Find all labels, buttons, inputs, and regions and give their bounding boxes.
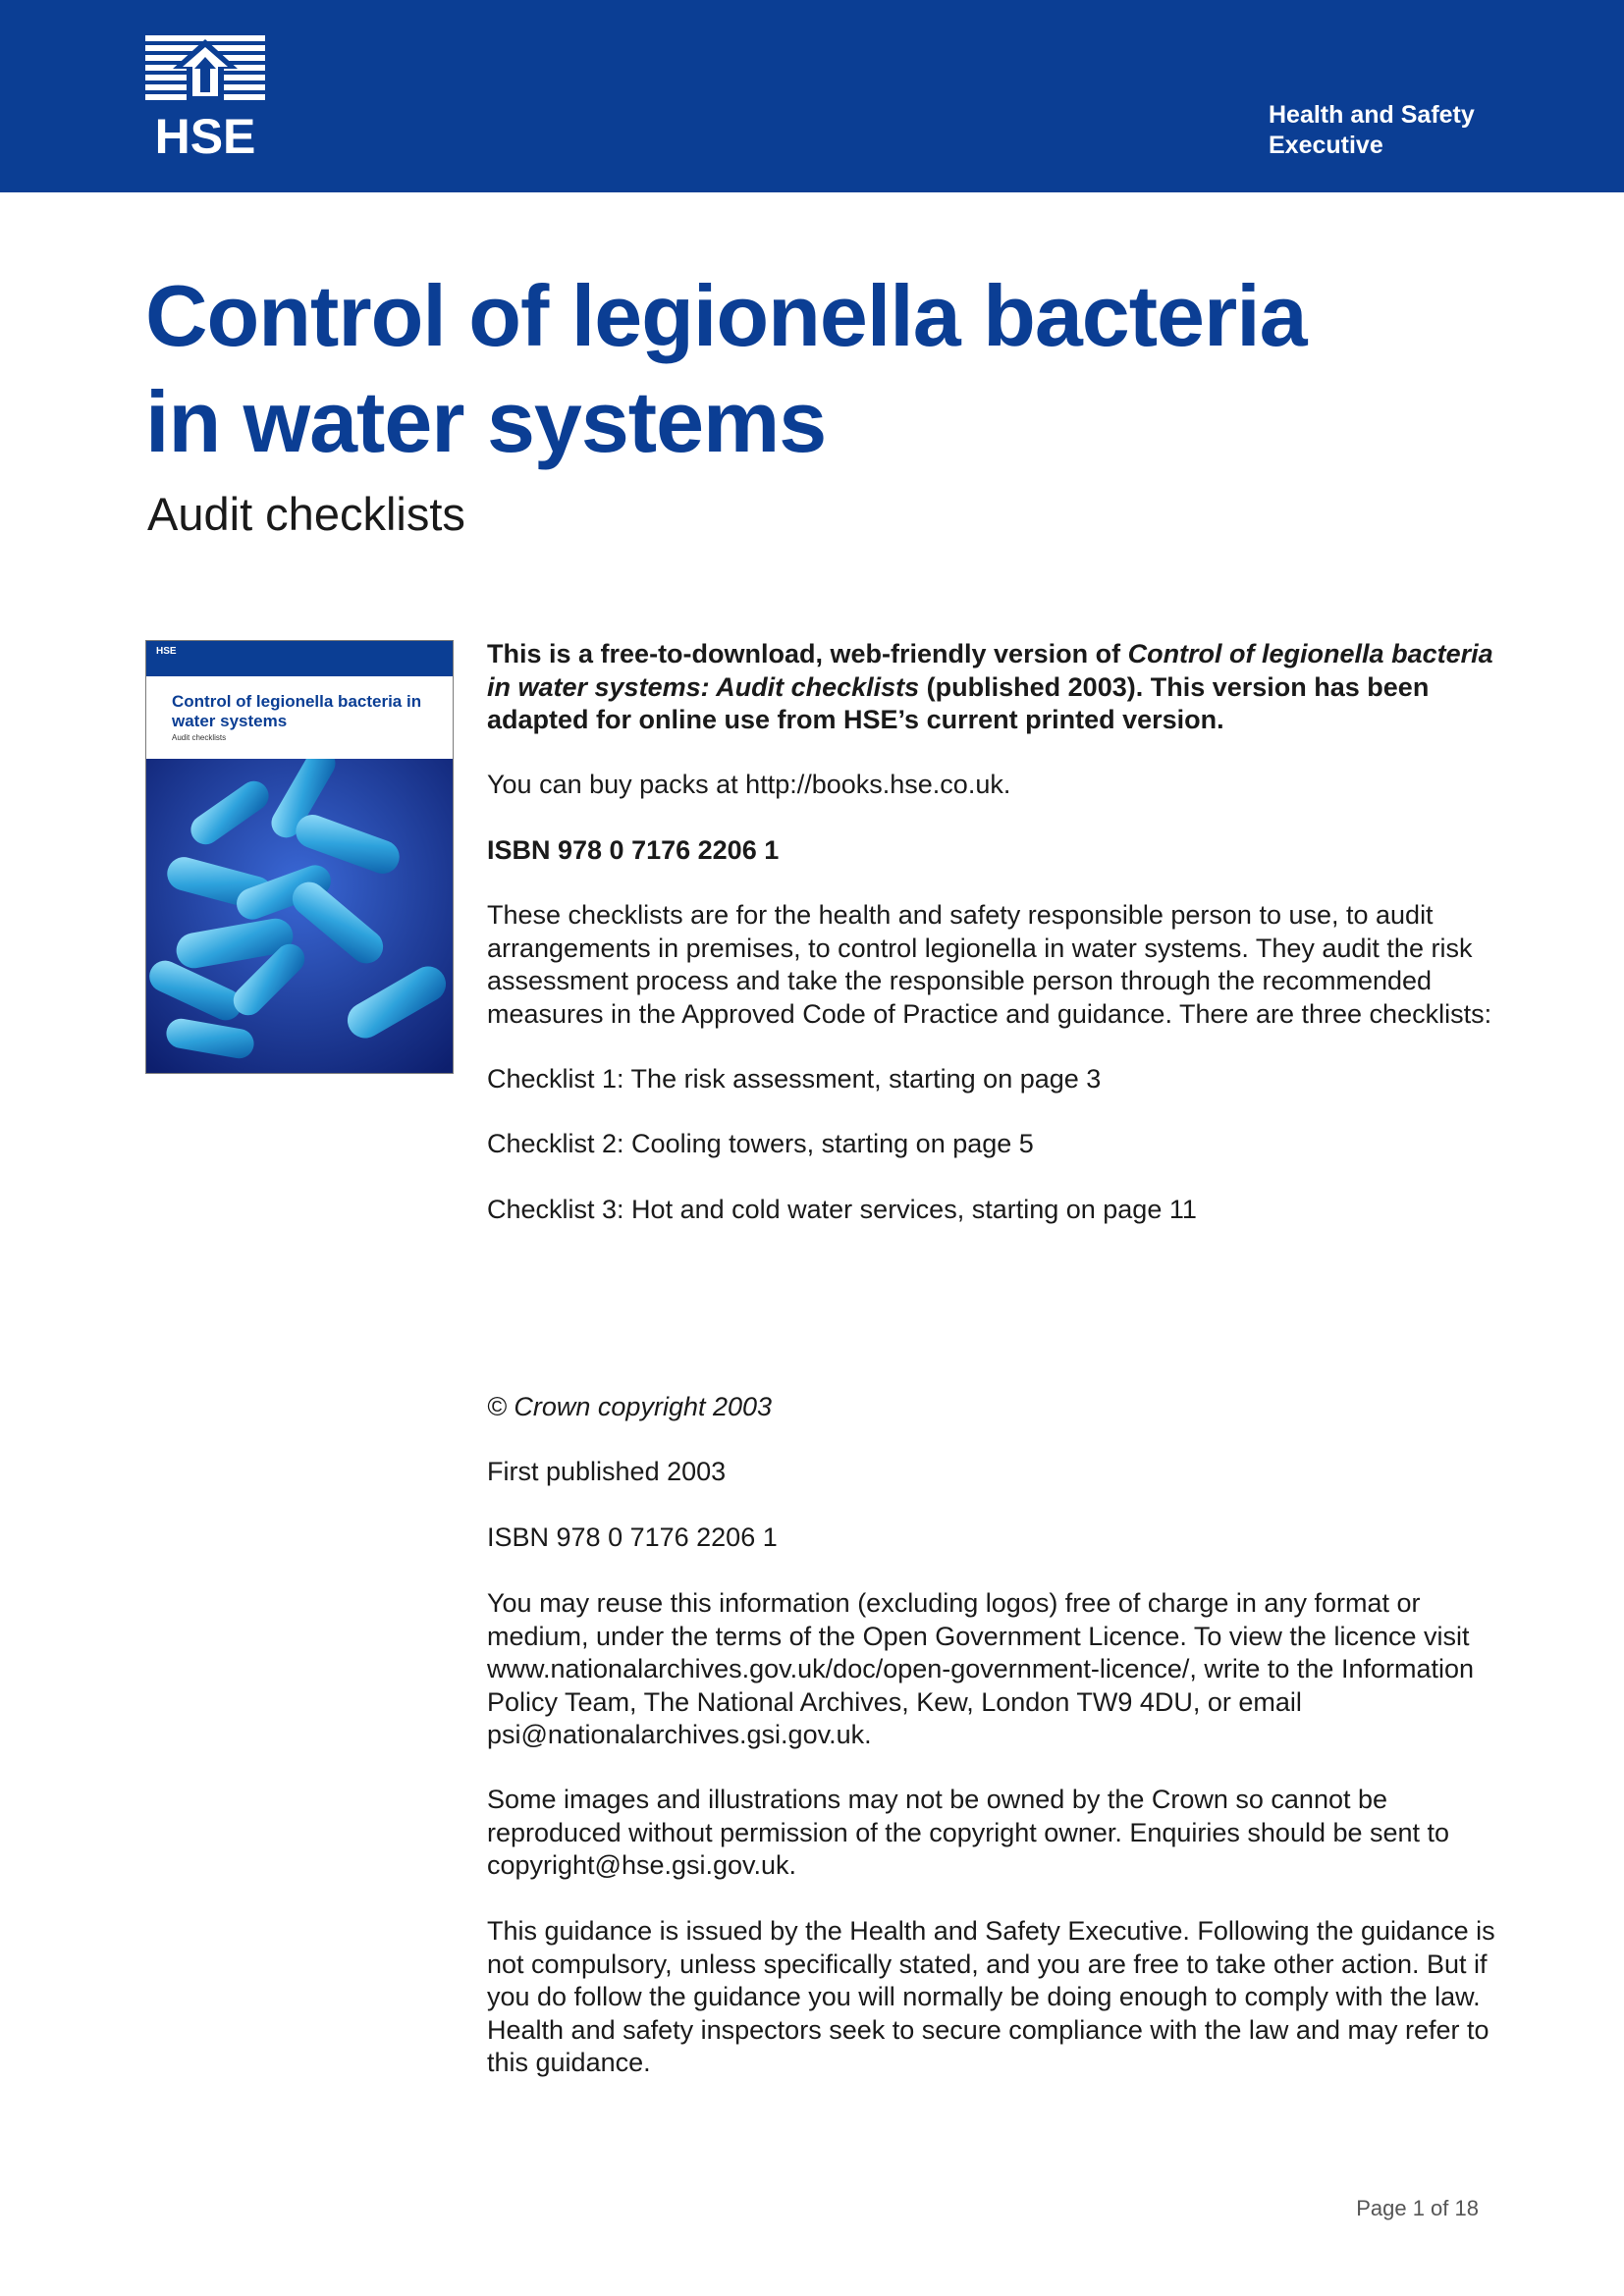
title-line2: in water systems	[145, 373, 827, 470]
guidance-paragraph: This guidance is issued by the Health and Safety Executive. Following the guidance is not compulsory, unless specifically stated, and you are free to take other action. But if you do follow the guidance you will normally be doing enough to comply with the law. Health and safety inspectors seek to secure compliance with the law and may refer to this guidance.	[487, 1916, 1495, 2077]
organisation-name	[1269, 100, 1524, 161]
intro-title-italic: Control of legionella bacteria in water systems: Audit checklists	[487, 639, 1493, 702]
title-line1: Control of legionella bacteria	[145, 267, 1307, 364]
isbn-plain: ISBN 978 0 7176 2206 1	[487, 1522, 778, 1552]
hse-logo-text: HSE	[154, 109, 256, 159]
description-paragraph: These checklists are for the health and safety responsible person to use, to audit arrangements in premises, to control legionella in water systems. They audit the risk assessment process and take the responsible person through the recommended measures in the Approved Code of Practice and guidance. There are three checklists:	[487, 900, 1492, 1029]
checklist-item-3: Checklist 3: Hot and cold water services, starting on page 11	[487, 1195, 1197, 1224]
intro-text-1: This is a free-to-download, web-friendly version of	[487, 639, 1128, 668]
hse-logo-mark	[145, 35, 265, 159]
intro-text-2: (published 2003). This version has been adapted for online use from HSE’s current printed version.	[487, 671, 1430, 734]
cover-title: Control of legionella bacteria in water systems	[172, 692, 422, 730]
checklist-item-2: Checklist 2: Cooling towers, starting on page 5	[487, 1129, 1034, 1158]
bacteria-illustration	[146, 759, 453, 1074]
org-name-line2: Executive	[1269, 132, 1383, 159]
page-subtitle: Audit checklists	[147, 488, 465, 540]
publication-cover-image	[145, 640, 454, 1074]
intro-paragraph	[487, 638, 1508, 737]
buy-packs-text: You can buy packs at http://books.hse.co.uk.	[487, 770, 1011, 799]
cover-logo: HSE	[156, 646, 177, 657]
licence-paragraph: You may reuse this information (excluding logos) free of charge in any format or medium, under the terms of the Open Government Licence. To view the licence visit www.nationalarchives.gov.uk/doc/open-government-licence/, write to the Information Policy Team, The National Archives, Kew, London TW9 4DU, or email psi@nationalarchives.gsi.gov.uk.	[487, 1588, 1475, 1749]
page-title	[145, 263, 1500, 475]
org-name-line1: Health and Safety	[1269, 101, 1475, 129]
header-band	[0, 0, 1624, 192]
first-published: First published 2003	[487, 1457, 727, 1486]
isbn-bold: ISBN 978 0 7176 2206 1	[487, 835, 780, 865]
images-paragraph: Some images and illustrations may not be owned by the Crown so cannot be reproduced without permission of the copyright owner. Enquiries should be sent to copyright@hse.gsi.gov.uk.	[487, 1785, 1450, 1880]
copyright-notice: © Crown copyright 2003	[487, 1392, 773, 1421]
cover-subtitle: Audit checklists	[172, 733, 227, 742]
checklist-item-1: Checklist 1: The risk assessment, starting on page 3	[487, 1064, 1102, 1094]
page-number: Page 1 of 18	[1356, 2196, 1479, 2220]
cover-header-band	[146, 641, 453, 676]
hse-logo	[145, 35, 265, 159]
